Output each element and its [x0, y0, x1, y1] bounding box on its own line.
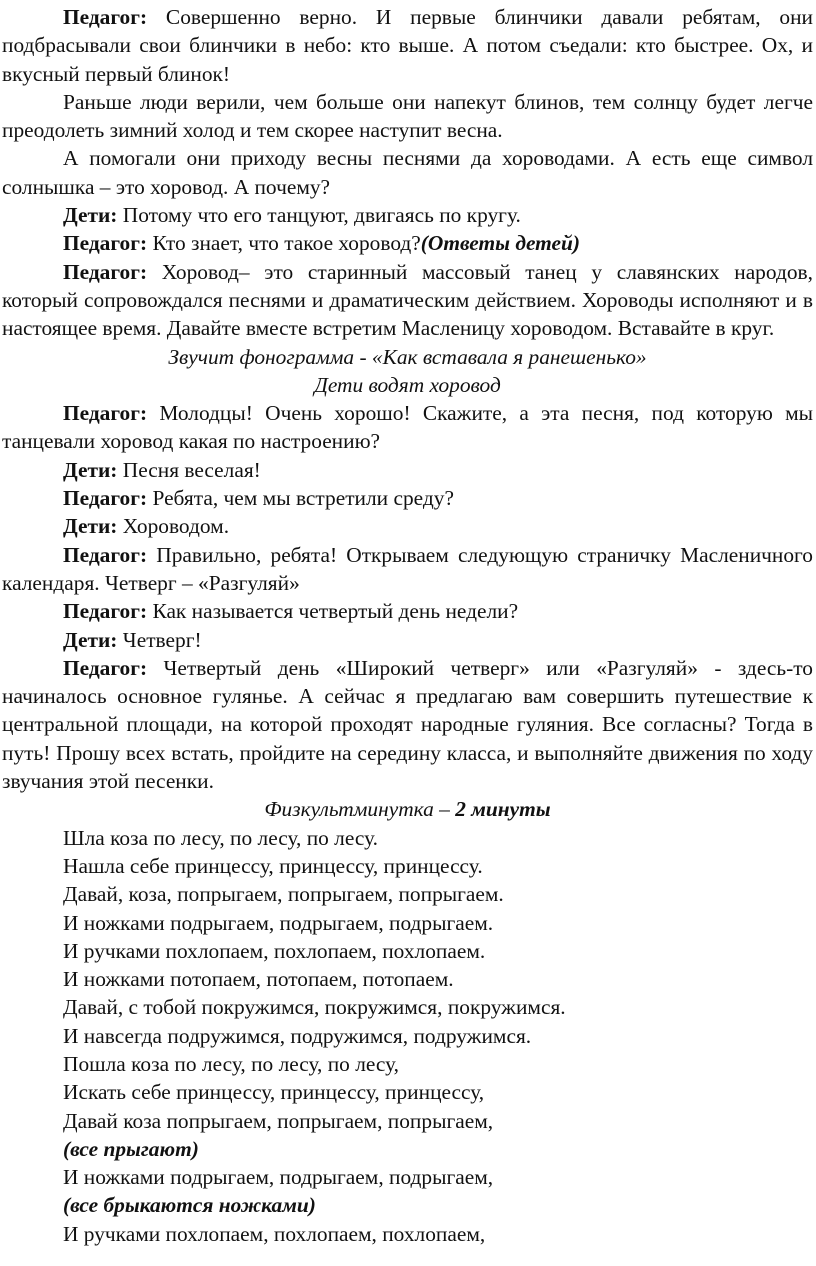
paragraph-text: Как называется четвертый день недели?: [152, 599, 519, 624]
paragraph-10: [2, 512, 813, 540]
paragraph-14: [2, 654, 813, 795]
verse-line: И навсегда подружимся, подружимся, подружимся.: [63, 1023, 532, 1048]
paragraph-text: Ребята, чем мы встретили среду?: [152, 486, 454, 511]
speaker-teacher: Педагог:: [63, 655, 148, 680]
paragraph-7: [2, 399, 813, 456]
verse-line: Шла коза по лесу, по лесу, по лесу.: [63, 825, 378, 850]
paragraph-5: [2, 229, 813, 257]
speaker-teacher: Педагог:: [63, 542, 148, 567]
verse-line: Давай, коза, попрыгаем, попрыгаем, попрыгаем.: [63, 882, 504, 907]
paragraph-text: Молодцы! Очень хорошо! Скажите, а эта песня, под которую мы танцевали хоровод какая по настроению?: [2, 401, 813, 454]
speaker-children: Дети:: [63, 514, 118, 539]
paragraph-4: [2, 201, 813, 229]
paragraph-text: А помогали они приходу весны песнями да хороводами. А есть еще символ солнышка – это хоровод. А почему?: [2, 146, 813, 199]
fizminutka-duration: 2 минуты: [455, 797, 551, 822]
paragraph-6: [2, 258, 813, 343]
verse-line: И ручками похлопаем, похлопаем, похлопаем,: [63, 1221, 486, 1246]
paragraph-text: Кто знает, что такое хоровод?: [152, 231, 421, 256]
verse-line: Нашла себе принцессу, принцессу, принцессу.: [63, 853, 483, 878]
paragraph-text: Хоровод– это старинный массовый танец у славянских народов, который сопровождался песнями и драматическим действием. Хороводы исполняют и в настоящее время. Давайте вместе встретим Масленицу хороводом. Вставайте в круг.: [2, 259, 813, 341]
speaker-teacher: Педагог:: [63, 5, 148, 29]
paragraph-text: Раньше люди верили, чем больше они напекут блинов, тем солнцу будет легче преодолеть зимний холод и тем скорее наступит весна.: [2, 89, 813, 143]
paragraph-13: [2, 626, 813, 654]
paragraph-11: [2, 541, 813, 598]
verse-line: Давай коза попрыгаем, попрыгаем, попрыгаем,: [63, 1108, 494, 1133]
paragraph-12: [2, 597, 813, 625]
verse-line: И ручками похлопаем, похлопаем, похлопаем.: [63, 938, 486, 963]
paragraph-2: [2, 88, 813, 145]
paragraph-9: [2, 484, 813, 512]
verse-line: И ножками потопаем, потопаем, потопаем.: [63, 967, 454, 992]
paragraph-text: Четвертый день «Широкий четверг» или «Разгуляй» - здесь-то начиналось основное гулянье. А сейчас я предлагаю вам совершить путешествие к центральной площади, на которой проходят народные гуляния. Все согласны? Тогда в путь! Прошу всех встать, пройдите на середину класса, и выполняйте движения по ходу звучания этой песенки.: [2, 655, 813, 794]
speaker-teacher: Педагог:: [63, 231, 148, 256]
verse-line: И ножками подрыгаем, подрыгаем, подрыгаем.: [63, 910, 494, 935]
paragraph-text: Песня веселая!: [122, 457, 261, 482]
paragraph-text: Четверг!: [122, 627, 202, 652]
paragraph-3: [2, 144, 813, 201]
verse-stage-note: (все брыкаются ножками): [63, 1193, 316, 1218]
speaker-teacher: Педагог:: [63, 486, 148, 511]
speaker-children: Дети:: [63, 203, 118, 228]
speaker-teacher: Педагог:: [63, 599, 148, 624]
stage-direction-2: Дети водят хоровод: [314, 372, 501, 397]
stage-note: (Ответы детей): [420, 231, 581, 256]
verse-line: Давай, с тобой покружимся, покружимся, покружимся.: [63, 995, 566, 1020]
fizminutka-label: Физкультминутка: [264, 797, 434, 822]
paragraph-8: [2, 456, 813, 484]
verse-line: Пошла коза по лесу, по лесу, по лесу,: [63, 1051, 400, 1076]
verse-line: Искать себе принцессу, принцессу, принцессу,: [63, 1080, 485, 1105]
stage-direction-1: Звучит фонограмма - «Как вставала я ранешенько»: [168, 344, 647, 369]
speaker-teacher: Педагог:: [63, 259, 148, 284]
verse-line: И ножками подрыгаем, подрыгаем, подрыгаем,: [63, 1165, 494, 1190]
fizminutka-heading: [2, 795, 813, 823]
verse-stage-note: (все прыгают): [63, 1136, 199, 1161]
speaker-children: Дети:: [63, 627, 118, 652]
paragraph-text: Хороводом.: [122, 514, 230, 539]
paragraph-1: [2, 3, 813, 88]
speaker-teacher: Педагог:: [63, 401, 148, 426]
paragraph-text: Правильно, ребята! Открываем следующую страничку Масленичного календаря. Четверг – «Разгуляй»: [2, 542, 813, 595]
paragraph-text: Совершенно верно. И первые блинчики давали ребятам, они подбрасывали свои блинчики в небо: кто выше. А потом съедали: кто быстрее. Ох, и вкусный первый блинок!: [2, 5, 813, 86]
fizminutka-dash: –: [433, 797, 456, 822]
paragraph-text: Потому что его танцуют, двигаясь по кругу.: [122, 203, 521, 228]
speaker-children: Дети:: [63, 457, 118, 482]
